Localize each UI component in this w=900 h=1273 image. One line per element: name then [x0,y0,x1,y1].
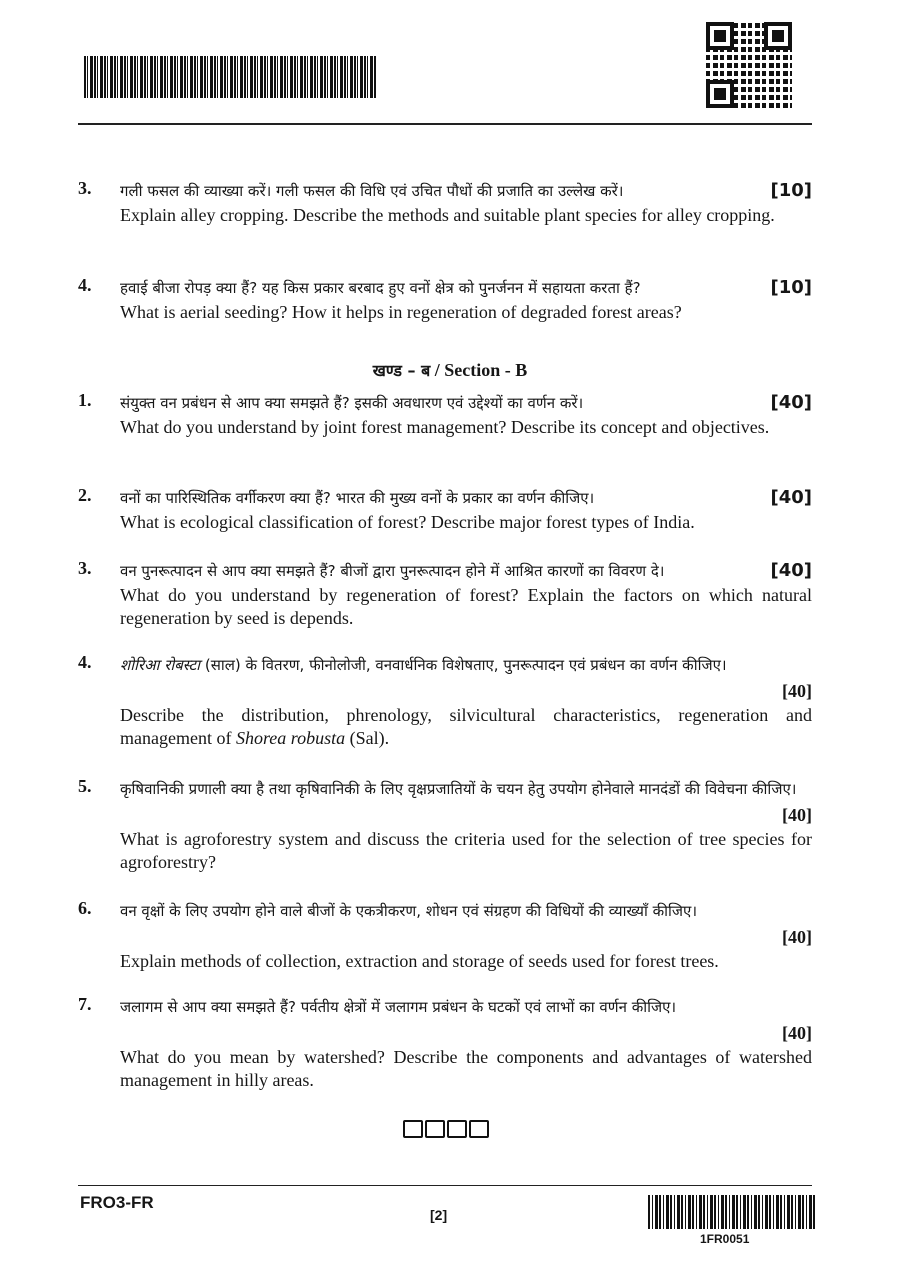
footer-divider [78,1185,812,1186]
question-text-hindi: [40] संयुक्त वन प्रबंधन से आप क्या समझते हैं? इसकी अवधारण एवं उद्देश्यों का वर्णन करें। [120,390,812,416]
question-b-4 [78,652,812,750]
question-marks: [40] [782,927,812,947]
end-of-paper-marker [403,1120,489,1138]
question-b-6 [78,898,812,973]
question-text-english: Describe the distribution, phrenology, silvicultural characteristics, regeneration and management of Shorea robusta (Sal). [120,705,812,748]
page-number: [2] [430,1207,448,1223]
question-marks: [40] [770,487,812,508]
question-marks: [10] [770,180,812,201]
question-text-hindi: [10] गली फसल की व्याख्या करें। गली फसल की विधि एवं उचित पौधों की प्रजाति का उल्लेख करें। [120,178,812,204]
question-text-english: What is aerial seeding? How it helps in regeneration of degraded forest areas? [120,302,682,322]
question-text-hindi: वन वृक्षों के लिए उपयोग होने वाले बीजों के एकत्रीकरण, शोधन एवं संग्रहण की विधियों की व्याख्याँ कीजिए। [120,902,698,920]
question-text-hindi: [40] वनों का पारिस्थितिक वर्गीकरण क्या हैं? भारत की मुख्य वनों के प्रकार का वर्णन कीजिए। [120,485,812,511]
question-marks: [40] [782,681,812,701]
question-number: 4. [78,275,92,295]
question-marks: [40] [782,1023,812,1043]
section-heading: खण्ड – ब / Section - B [372,360,528,380]
question-marks: [40] [770,560,812,581]
question-number: 6. [78,898,92,918]
question-text-english: What is ecological classification of forest? Describe major forest types of India. [120,512,695,532]
header-divider [78,123,812,125]
question-text-hindi: कृषिवानिकी प्रणाली क्या है तथा कृषिवानिकी के लिए वृक्षप्रजातियों के चयन हेतु उपयोग होनेवाले मानदंडों की विवेचना कीजिए। [120,780,797,798]
question-marks: [40] [782,805,812,825]
question-number: 2. [78,485,92,505]
question-a-4 [78,275,812,324]
question-text-english: Explain alley cropping. Describe the methods and suitable plant species for alley cropping. [120,205,775,225]
question-text-hindi: जलागम से आप क्या समझते हैं? पर्वतीय क्षेत्रों में जलागम प्रबंधन के घटकों एवं लाभों का वर्णन कीजिए। [120,998,677,1016]
question-number: 4. [78,652,92,672]
question-number: 3. [78,178,92,198]
question-text-hindi: [40] वन पुनरूत्पादन से आप क्या समझते हैं? बीजों द्वारा पुनरूत्पादन होने में आश्रित कारणों का विवरण दे। [120,558,812,584]
question-text-english: What is agroforestry system and discuss the criteria used for the selection of tree species for agroforestry? [120,829,812,872]
barcode-icon [648,1195,816,1229]
question-b-1 [78,390,812,439]
question-b-2 [78,485,812,534]
question-b-7 [78,994,812,1092]
question-number: 1. [78,390,92,410]
question-number: 3. [78,558,92,578]
question-text-english: What do you mean by watershed? Describe the components and advantages of watershed management in hilly areas. [120,1047,812,1090]
question-text-english: What do you understand by joint forest management? Describe its concept and objectives. [120,417,770,437]
question-marks: [40] [770,392,812,413]
qr-code-icon [706,22,792,108]
paper-code: FRO3-FR [80,1193,154,1212]
question-number: 5. [78,776,92,796]
question-text-hindi: [10] हवाई बीजा रोपड़ क्या हैं? यह किस प्रकार बरबाद हुए वनों क्षेत्र को पुनर्जनन में सहायता करता हैं? [120,275,812,301]
question-text-english: Explain methods of collection, extraction and storage of seeds used for forest trees. [120,951,719,971]
question-text-english: What do you understand by regeneration of forest? Explain the factors on which natural regeneration by seed is depends. [120,585,812,628]
barcode-icon [84,56,376,98]
question-a-3 [78,178,812,227]
question-b-3 [78,558,812,630]
question-text-hindi: शोरिआ रोबस्टा (साल) के वितरण, फीनोलोजी, वनवार्धनिक विशेषताए, पुनरूत्पादन एवं प्रबंधन का वर्णन कीजिए। [120,656,727,674]
question-b-5 [78,776,812,874]
question-marks: [10] [770,277,812,298]
question-number: 7. [78,994,92,1014]
barcode-label: 1FR0051 [700,1232,750,1246]
